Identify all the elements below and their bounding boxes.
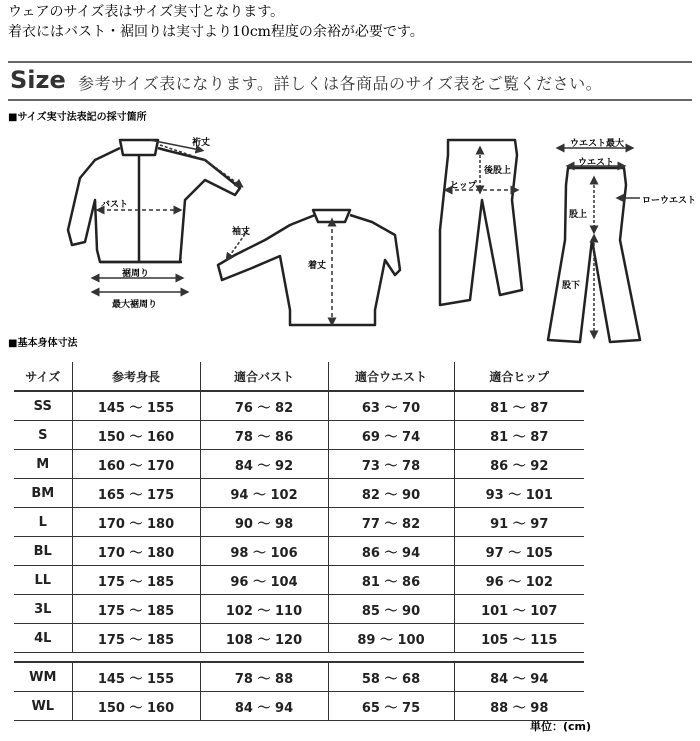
table-row	[14, 479, 584, 508]
size-cell: 3L	[14, 595, 72, 624]
value-cell: 82 ～ 90	[328, 479, 454, 508]
value-cell: 81 ～ 87	[490, 400, 549, 416]
value-cell: 145 ～ 155	[72, 391, 200, 421]
value-cell: 85 ～ 90	[328, 595, 454, 624]
value-cell: 78 ～ 88	[200, 662, 328, 692]
label-rise: 股上	[569, 210, 588, 220]
value-cell: 160 ～ 170	[72, 450, 200, 479]
size-cell: S	[14, 421, 72, 450]
value-cell: 81 ～ 87	[490, 429, 549, 445]
value-cell: 76 ～ 82	[200, 391, 328, 421]
gap-cell	[200, 653, 328, 663]
table-row	[14, 566, 584, 595]
label-bust: バスト	[101, 200, 129, 210]
gap-cell	[328, 653, 454, 663]
table-row	[14, 450, 584, 479]
value-cell: 150 ～ 160	[72, 692, 200, 721]
value-cell: 170 ～ 180	[72, 508, 200, 537]
value-cell: 84 ～ 92	[200, 450, 328, 479]
value-cell: 65 ～ 75	[328, 692, 454, 721]
value-cell: 150 ～ 160	[72, 421, 200, 450]
value-cell: 58 ～ 68	[328, 662, 454, 692]
table-row	[14, 508, 584, 537]
table-row	[14, 595, 584, 624]
notice-line-2: 着衣にはバスト・裾回りは実寸より10cm程度の余裕が必要です。	[8, 24, 424, 40]
col-size: サイズ	[14, 362, 72, 391]
value-cell: 63 ～ 70	[328, 391, 454, 421]
value-cell: 93 ～ 101	[485, 487, 553, 503]
col-bust: 適合バスト	[200, 362, 328, 391]
value-cell: 86 ～ 94	[328, 537, 454, 566]
size-cell: WM	[14, 662, 72, 692]
gap-cell	[72, 653, 200, 663]
value-cell: 90 ～ 98	[200, 508, 328, 537]
notice-line-1: ウェアのサイズ表はサイズ実寸となります。	[8, 4, 285, 20]
value-cell: 175 ～ 185	[72, 566, 200, 595]
label-hip: ヒップ	[450, 181, 477, 191]
label-waist: ウエスト	[578, 158, 615, 168]
value-cell: 105 ～ 115	[481, 632, 558, 648]
value-cell: 78 ～ 86	[200, 421, 328, 450]
value-cell: 96 ～ 102	[485, 574, 553, 590]
value-cell: 81 ～ 86	[328, 566, 454, 595]
size-cell: LL	[14, 566, 72, 595]
value-cell: 101 ～ 107	[481, 603, 558, 619]
size-cell: BL	[14, 537, 72, 566]
value-cell: 170 ～ 180	[72, 537, 200, 566]
value-cell: 84 ～ 94	[200, 692, 328, 721]
size-cell: L	[14, 508, 72, 537]
size-subtitle: 参考サイズ表になります。詳しくは各商品のサイズ表をご覧ください。	[78, 74, 603, 93]
table-row	[14, 421, 584, 450]
label-max-hem: 最大裾周り	[112, 300, 158, 310]
value-cell: 102 ～ 110	[200, 595, 328, 624]
table-row	[14, 537, 584, 566]
value-cell: 88 ～ 98	[490, 700, 549, 716]
label-waist-max: ウエスト最大	[570, 139, 625, 149]
measure-heading: ■サイズ実寸法表記の採寸箇所	[8, 112, 147, 123]
unit-note: 単位：(cm)	[530, 720, 592, 733]
table-row	[14, 391, 584, 421]
value-cell: 175 ～ 185	[72, 624, 200, 653]
value-cell: 89 ～ 100	[328, 624, 454, 653]
size-cell: SS	[14, 391, 72, 421]
gap-cell	[14, 653, 72, 663]
label-yuki: 裄丈	[192, 138, 211, 148]
gap-cell	[454, 653, 584, 663]
value-cell: 98 ～ 106	[200, 537, 328, 566]
size-cell: BM	[14, 479, 72, 508]
value-cell: 86 ～ 92	[490, 458, 549, 474]
value-cell: 108 ～ 120	[200, 624, 328, 653]
size-table-header	[14, 362, 584, 391]
value-cell: 91 ～ 97	[490, 516, 549, 532]
label-hem: 裾周り	[122, 269, 150, 279]
garment-diagrams	[0, 0, 700, 345]
size-cell: 4L	[14, 624, 72, 653]
size-cell: WL	[14, 692, 72, 721]
value-cell: 97 ～ 105	[485, 545, 553, 561]
value-cell: 96 ～ 104	[200, 566, 328, 595]
value-cell: 73 ～ 78	[328, 450, 454, 479]
value-cell: 77 ～ 82	[328, 508, 454, 537]
col-waist: 適合ウエスト	[328, 362, 454, 391]
label-rise-back: 後股上	[484, 166, 512, 176]
value-cell: 94 ～ 102	[200, 479, 328, 508]
body-size-heading: ■基本身体寸法	[8, 338, 78, 349]
table-row	[14, 692, 584, 721]
value-cell: 175 ～ 185	[72, 595, 200, 624]
table-row	[14, 624, 584, 653]
table-group-gap	[14, 653, 584, 663]
label-sleeve: 袖丈	[232, 227, 251, 237]
label-low-waist: ローウエスト	[642, 196, 697, 206]
label-inseam: 股下	[562, 281, 581, 291]
value-cell: 165 ～ 175	[72, 479, 200, 508]
label-length: 着丈	[308, 261, 327, 271]
table-row	[14, 662, 584, 692]
size-table	[14, 362, 584, 721]
value-cell: 84 ～ 94	[490, 671, 549, 687]
col-hip: 適合ヒップ	[489, 369, 550, 384]
jacket-front-illustration	[68, 140, 240, 262]
size-cell: M	[14, 450, 72, 479]
col-height: 参考身長	[72, 362, 200, 391]
value-cell: 145 ～ 155	[72, 662, 200, 692]
size-title: Size	[10, 66, 66, 94]
value-cell: 69 ～ 74	[328, 421, 454, 450]
